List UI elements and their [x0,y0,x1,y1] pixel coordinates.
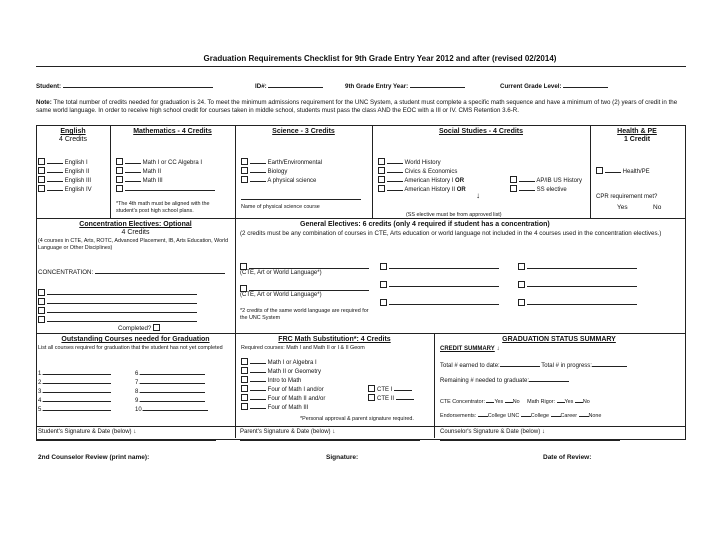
outstanding-line[interactable]: 1. [38,368,111,377]
english-item[interactable]: English III [38,175,91,184]
health-item[interactable]: Health/PE [596,166,650,175]
general-desc: (2 credits must be any combination of courses in CTE, Arts education or world language not included in the 4 courses used in the concentration electives.) [240,230,662,237]
parent-signature-label: Parent's Signature & Date (below) ↓ [240,429,336,435]
checkbox-icon[interactable] [241,367,248,374]
english-credits: 4 Credits [58,136,87,143]
health-header: Health & PE [617,128,657,135]
science-footnote: Name of physical science course [241,204,320,210]
math-item[interactable]: Math II [116,166,161,175]
science-item[interactable]: Earth/Environmental [241,157,322,166]
concentration-header: Concentration Electives: Optional [79,221,192,228]
outstanding-desc: List all courses required for graduation that the student has not yet completed [38,345,223,351]
general-course[interactable] [380,298,499,307]
outstanding-line[interactable]: 5. [38,404,111,413]
frc-cte-item[interactable]: CTE II [368,393,414,402]
science-header: Science - 3 Credits [272,128,335,135]
summary-header: GRADUATION STATUS SUMMARY [502,336,616,343]
row-divider-3 [36,426,685,427]
general-header: General Electives: 6 credits (only 4 required if student has a concentration) [300,221,550,228]
col-divider [235,333,236,438]
cpr-yes[interactable]: Yes [617,204,628,211]
science-item[interactable]: Biology [241,166,287,175]
checkbox-icon[interactable] [241,167,248,174]
outstanding-line[interactable]: 2. [38,377,111,386]
current-grade-label: Current Grade Level: [500,81,608,90]
general-course[interactable] [518,298,637,307]
general-note: (CTE, Art or World Language*) [240,270,322,276]
checkbox-icon[interactable] [518,281,525,288]
checkbox-icon[interactable] [38,298,45,305]
checkbox-icon[interactable] [518,263,525,270]
social-alt-item[interactable]: SS elective [510,184,567,193]
frc-item[interactable]: Intro to Math [241,375,301,384]
math-header: Mathematics - 4 Credits [133,128,212,135]
health-credits: 1 Credit [623,136,651,143]
col-divider [434,333,435,438]
checkbox-icon[interactable] [378,158,385,165]
math-footnote: *The 4th math must be aligned with the student's post high school plans. [116,201,210,214]
general-course[interactable] [380,280,499,289]
checkbox-icon[interactable] [380,281,387,288]
concentration-completed: Completed? [118,324,162,332]
checkbox-icon[interactable] [518,299,525,306]
checkbox-icon[interactable] [38,176,45,183]
entry-year-label: 9th Grade Entry Year: [345,81,465,90]
signature-line[interactable] [440,440,620,441]
frc-footnote: *Personal approval & parent signature required. [300,416,414,422]
cpr-label: CPR requirement met? [596,194,658,200]
frc-cte-item[interactable]: CTE I [368,384,412,393]
general-course[interactable] [518,262,637,271]
checkbox-icon[interactable] [38,158,45,165]
checkbox-icon[interactable] [240,263,247,270]
col-divider [235,125,236,218]
remaining-line[interactable]: Remaining # needed to graduate: [440,375,569,384]
checkbox-icon[interactable] [510,185,517,192]
checkbox-icon[interactable] [241,176,248,183]
concentration-course[interactable] [38,297,197,306]
checkbox-icon[interactable] [38,307,45,314]
checkbox-icon[interactable] [38,167,45,174]
social-item[interactable]: Civics & Economics [378,166,457,175]
row-divider-1 [36,218,685,219]
outstanding-line[interactable]: 8. [135,386,205,395]
general-course[interactable] [380,262,499,271]
outstanding-line[interactable]: 10. [135,404,208,413]
checkbox-icon[interactable] [240,285,247,292]
checkbox-icon[interactable] [241,385,248,392]
general-note: (CTE, Art or World Language*) [240,292,322,298]
checkbox-icon[interactable] [378,185,385,192]
checkbox-icon[interactable] [241,158,248,165]
social-footnote: (SS elective must be from approved list) [406,212,502,218]
page-title: Graduation Requirements Checklist for 9th Grade Entry Year 2012 and after (revised 02/2014) [203,54,557,63]
col-divider [590,125,591,218]
checkbox-icon[interactable] [116,158,123,165]
concentration-desc: (4 courses in CTE, Arts, ROTC, Advanced Placement, IB, Arts Education, World Language or Other Disciplines) [38,238,229,251]
social-header: Social Studies - 4 Credits [438,128,524,135]
frc-item[interactable]: Four of Math I and/or [241,384,324,393]
checkbox-icon[interactable] [241,403,248,410]
checkbox-icon[interactable] [378,167,385,174]
social-item[interactable]: American History I OR [378,175,464,184]
social-item[interactable]: American History II OR [378,184,466,193]
checkbox-icon[interactable] [378,176,385,183]
outstanding-header: Outstanding Courses needed for Graduation [61,336,210,343]
outstanding-line[interactable]: 4. [38,395,111,404]
checkbox-icon[interactable] [368,385,375,392]
general-footnote: *2 credits of the same world language are required for the UNC System [240,308,369,321]
math-item[interactable]: Math I or CC Algebra I [116,157,202,166]
english-header: English [60,128,86,135]
checkbox-icon[interactable] [38,289,45,296]
frc-item[interactable]: Four of Math II and/or [241,393,325,402]
concentration-course[interactable] [38,288,197,297]
outstanding-line[interactable]: 7. [135,377,205,386]
endorse-line[interactable]: Endorsements: College UNC College Career None [440,410,601,419]
social-alt-item[interactable]: AP/IB US History [510,175,582,184]
checkbox-icon[interactable] [241,394,248,401]
checkbox-icon[interactable] [38,185,45,192]
cte-line[interactable]: CTE Concentrator: Yes No Math Rigor: Yes No [440,396,590,405]
english-item[interactable]: English IV [38,184,92,193]
note-paragraph: Note: The total number of credits needed for graduation is 24. To meet the minimum admissions requirement for the UNC System, a student must complete a specific math sequence and have a minimum of two (2) years of credit in the same world language. In order to receive high school credit for courses taken in middle school, students must pass the class AND the EOC with a III or IV. CMS Retention 3.6-R. [36,99,678,115]
checkbox-icon[interactable] [241,358,248,365]
english-item[interactable]: English I [38,157,88,166]
checkbox-icon[interactable] [153,324,160,331]
math-item[interactable] [116,184,215,193]
frc-desc: Required courses: Math I and Math II or I & II Geom [241,345,365,351]
frc-header: FRC Math Substitution*: 4 Credits [278,336,391,343]
signature-line[interactable] [36,440,216,441]
row-divider-2 [36,333,685,334]
frc-item[interactable]: Four of Math III [241,402,308,411]
checkbox-icon[interactable] [116,167,123,174]
social-item[interactable]: World History [378,157,441,166]
review-date-label: Date of Review: [543,454,592,461]
checkbox-icon[interactable] [380,299,387,306]
checkbox-icon[interactable] [368,394,375,401]
col-divider [372,125,373,218]
col-divider [235,218,236,333]
outstanding-line[interactable]: 9. [135,395,205,404]
science-item[interactable]: A physical science [241,175,316,184]
outstanding-line[interactable]: 3. [38,386,111,395]
frc-item[interactable]: Math II or Geometry [241,366,321,375]
frc-item[interactable]: Math I or Algebra I [241,357,317,366]
counselor-signature-label: Counselor's Signature & Date (below) ↓ [440,429,545,435]
student-signature-label: Student's Signature & Date (below) ↓ [38,429,137,435]
checkbox-icon[interactable] [116,185,123,192]
signature-line[interactable] [240,440,420,441]
review-signature-label: Signature: [326,454,359,461]
checkbox-icon[interactable] [38,316,45,323]
science-course-line [241,199,361,200]
id-label: ID#: [255,81,323,90]
checkbox-icon[interactable] [380,263,387,270]
checkbox-icon[interactable] [241,376,248,383]
outstanding-line[interactable]: 6. [135,368,205,377]
checkbox-icon[interactable] [596,167,603,174]
student-label: Student: [36,81,213,90]
title-rule [36,66,686,67]
concentration-course[interactable] [38,315,197,324]
earned-line[interactable]: Total # earned to date: Total # in progress: [440,360,627,369]
down-arrow-icon: ↓ [476,191,480,200]
checkbox-icon[interactable] [510,176,517,183]
concentration-credits: 4 Credits [121,229,150,236]
general-course[interactable] [518,280,637,289]
concentration-course[interactable] [38,306,197,315]
review-counselor-label: 2nd Counselor Review (print name): [38,454,150,461]
concentration-label: CONCENTRATION: [38,267,225,276]
math-item[interactable]: Math III [116,175,163,184]
english-item[interactable]: English II [38,166,89,175]
col-divider [110,125,111,218]
credit-summary-label: CREDIT SUMMARY ↓ [440,346,500,352]
cpr-no[interactable]: No [653,204,662,211]
checkbox-icon[interactable] [116,176,123,183]
